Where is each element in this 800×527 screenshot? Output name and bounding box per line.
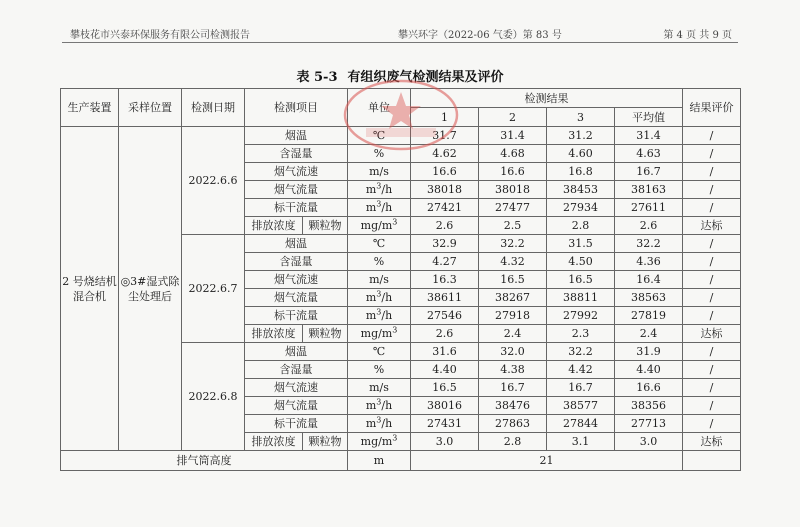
unit-cell: %: [348, 361, 411, 379]
run-2-value: 27918: [479, 307, 547, 325]
average-value: 4.63: [615, 145, 683, 163]
stack-height-value: 21: [411, 451, 683, 471]
evaluation-cell: /: [683, 181, 741, 199]
table-title: [0, 66, 800, 85]
average-value: 38163: [615, 181, 683, 199]
run-1-value: 31.7: [411, 127, 479, 145]
item-cell: 烟温: [245, 235, 348, 253]
col-header-run-3: 3: [547, 108, 615, 127]
run-2-value: 4.38: [479, 361, 547, 379]
unit-base: m: [365, 417, 377, 430]
evaluation-cell: /: [683, 127, 741, 145]
average-value: 27819: [615, 307, 683, 325]
run-1-value: 16.5: [411, 379, 479, 397]
average-value: 31.4: [615, 127, 683, 145]
unit-superscript: 3: [392, 325, 398, 335]
run-1-value: 3.0: [411, 433, 479, 451]
run-3-value: 2.3: [547, 325, 615, 343]
item-cell: 含湿量: [245, 361, 348, 379]
run-3-value: 32.2: [547, 343, 615, 361]
unit-superscript: 3: [392, 217, 398, 227]
run-2-value: 4.68: [479, 145, 547, 163]
run-3-value: 3.1: [547, 433, 615, 451]
unit-cell: [348, 415, 411, 433]
emission-label-cell: 排放浓度: [245, 217, 303, 235]
run-3-value: 16.5: [547, 271, 615, 289]
run-1-value: 16.3: [411, 271, 479, 289]
run-2-value: 32.2: [479, 235, 547, 253]
evaluation-cell: /: [683, 271, 741, 289]
run-2-value: 38267: [479, 289, 547, 307]
emission-label-cell: 排放浓度: [245, 433, 303, 451]
average-value: 4.40: [615, 361, 683, 379]
run-3-value: 31.2: [547, 127, 615, 145]
unit-base: m: [365, 309, 377, 322]
average-value: 31.9: [615, 343, 683, 361]
evaluation-cell: /: [683, 253, 741, 271]
col-header-unit-measure: 单位: [348, 89, 411, 127]
header-divider: [62, 42, 738, 43]
item-cell: 烟气流量: [245, 181, 348, 199]
unit-tail: /h: [381, 309, 393, 322]
emission-label-cell: 排放浓度: [245, 325, 303, 343]
table-number: 表 5-3: [296, 70, 338, 85]
run-2-value: 32.0: [479, 343, 547, 361]
unit-tail: /h: [381, 183, 393, 196]
evaluation-cell: /: [683, 145, 741, 163]
run-1-value: 16.6: [411, 163, 479, 181]
unit-cell: %: [348, 145, 411, 163]
report-header-company: 攀枝花市兴泰环保服务有限公司检测报告: [70, 30, 250, 41]
unit-base: m: [365, 291, 377, 304]
run-1-value: 4.27: [411, 253, 479, 271]
production-unit-cell: 2 号烧结机混合机: [61, 127, 119, 451]
run-1-value: 4.40: [411, 361, 479, 379]
run-3-value: 4.42: [547, 361, 615, 379]
unit-superscript: 3: [392, 433, 398, 443]
run-2-value: 16.6: [479, 163, 547, 181]
unit-cell: [348, 217, 411, 235]
run-3-value: 27992: [547, 307, 615, 325]
run-1-value: 38611: [411, 289, 479, 307]
unit-base: mg/m: [360, 219, 393, 232]
evaluation-cell: /: [683, 361, 741, 379]
run-3-value: 16.8: [547, 163, 615, 181]
run-1-value: 27431: [411, 415, 479, 433]
stack-height-eval: [683, 451, 741, 471]
unit-base: m: [365, 183, 377, 196]
col-header-item: 检测项目: [245, 89, 348, 127]
unit-base: mg/m: [360, 435, 393, 448]
unit-superscript: 3: [376, 307, 382, 317]
average-value: 2.4: [615, 325, 683, 343]
run-1-value: 31.6: [411, 343, 479, 361]
col-header-eval: 结果评价: [683, 89, 741, 127]
item-cell: 烟气流量: [245, 289, 348, 307]
stack-height-unit: m: [348, 451, 411, 471]
run-1-value: 2.6: [411, 325, 479, 343]
average-value: 32.2: [615, 235, 683, 253]
unit-cell: ℃: [348, 127, 411, 145]
test-date-cell: 2022.6.6: [182, 127, 245, 235]
table-caption: 有组织废气检测结果及评价: [347, 70, 504, 85]
table-body: [61, 127, 741, 471]
test-date-cell: 2022.6.8: [182, 343, 245, 451]
evaluation-cell: 达标: [683, 217, 741, 235]
average-value: 16.4: [615, 271, 683, 289]
sampling-location-cell: ◎3#湿式除尘处理后: [119, 127, 182, 451]
unit-cell: [348, 433, 411, 451]
item-cell: 含湿量: [245, 145, 348, 163]
unit-base: m: [365, 399, 377, 412]
run-3-value: 27934: [547, 199, 615, 217]
unit-cell: %: [348, 253, 411, 271]
unit-cell: m/s: [348, 271, 411, 289]
run-3-value: 27844: [547, 415, 615, 433]
evaluation-cell: /: [683, 397, 741, 415]
run-2-value: 2.4: [479, 325, 547, 343]
unit-base: mg/m: [360, 327, 393, 340]
item-cell: 烟气流速: [245, 163, 348, 181]
item-cell: 颗粒物: [303, 325, 348, 343]
unit-tail: /h: [381, 399, 393, 412]
evaluation-cell: /: [683, 343, 741, 361]
average-value: 3.0: [615, 433, 683, 451]
run-2-value: 2.8: [479, 433, 547, 451]
table-row: [61, 127, 741, 145]
run-3-value: 2.8: [547, 217, 615, 235]
average-value: 16.6: [615, 379, 683, 397]
item-cell: 烟温: [245, 343, 348, 361]
item-cell: 烟气流速: [245, 271, 348, 289]
run-3-value: 38577: [547, 397, 615, 415]
run-2-value: 16.5: [479, 271, 547, 289]
col-header-location: 采样位置: [119, 89, 182, 127]
unit-cell: ℃: [348, 235, 411, 253]
run-2-value: 27863: [479, 415, 547, 433]
run-3-value: 16.7: [547, 379, 615, 397]
col-header-run-1: 1: [411, 108, 479, 127]
evaluation-cell: 达标: [683, 433, 741, 451]
run-1-value: 2.6: [411, 217, 479, 235]
stack-height-label: 排气筒高度: [61, 451, 348, 471]
run-1-value: 27546: [411, 307, 479, 325]
evaluation-cell: /: [683, 235, 741, 253]
run-2-value: 2.5: [479, 217, 547, 235]
unit-cell: [348, 397, 411, 415]
item-cell: 烟温: [245, 127, 348, 145]
average-value: 38563: [615, 289, 683, 307]
item-cell: 烟气流量: [245, 397, 348, 415]
evaluation-cell: 达标: [683, 325, 741, 343]
unit-cell: [348, 325, 411, 343]
run-1-value: 32.9: [411, 235, 479, 253]
col-header-unit: 生产装置: [61, 89, 119, 127]
run-2-value: 16.7: [479, 379, 547, 397]
evaluation-cell: /: [683, 199, 741, 217]
unit-superscript: 3: [376, 415, 382, 425]
unit-base: m: [365, 201, 377, 214]
unit-tail: /h: [381, 291, 393, 304]
run-1-value: 4.62: [411, 145, 479, 163]
evaluation-cell: /: [683, 415, 741, 433]
item-cell: 标干流量: [245, 415, 348, 433]
average-value: 27713: [615, 415, 683, 433]
run-3-value: 4.50: [547, 253, 615, 271]
run-1-value: 38016: [411, 397, 479, 415]
run-2-value: 27477: [479, 199, 547, 217]
average-value: 38356: [615, 397, 683, 415]
evaluation-cell: /: [683, 163, 741, 181]
test-date-cell: 2022.6.7: [182, 235, 245, 343]
stack-height-row: [61, 451, 741, 471]
unit-superscript: 3: [376, 289, 382, 299]
unit-cell: [348, 181, 411, 199]
run-3-value: 38811: [547, 289, 615, 307]
evaluation-cell: /: [683, 379, 741, 397]
evaluation-cell: /: [683, 307, 741, 325]
unit-superscript: 3: [376, 397, 382, 407]
average-value: 16.7: [615, 163, 683, 181]
run-3-value: 38453: [547, 181, 615, 199]
run-3-value: 31.5: [547, 235, 615, 253]
report-header-page: 第 4 页 共 9 页: [663, 30, 732, 41]
average-value: 27611: [615, 199, 683, 217]
evaluation-cell: /: [683, 289, 741, 307]
run-1-value: 27421: [411, 199, 479, 217]
run-2-value: 38476: [479, 397, 547, 415]
item-cell: 标干流量: [245, 199, 348, 217]
report-header-number: 攀兴环字（2022-06 气委）第 83 号: [398, 30, 562, 41]
col-header-run-2: 2: [479, 108, 547, 127]
item-cell: 颗粒物: [303, 217, 348, 235]
run-1-value: 38018: [411, 181, 479, 199]
run-2-value: 4.32: [479, 253, 547, 271]
unit-cell: [348, 289, 411, 307]
unit-cell: [348, 307, 411, 325]
col-header-results: 检测结果: [411, 89, 683, 108]
unit-cell: [348, 199, 411, 217]
average-value: 4.36: [615, 253, 683, 271]
unit-cell: ℃: [348, 343, 411, 361]
item-cell: 烟气流速: [245, 379, 348, 397]
emission-results-table: [60, 88, 741, 471]
item-cell: 标干流量: [245, 307, 348, 325]
average-value: 2.6: [615, 217, 683, 235]
unit-superscript: 3: [376, 181, 382, 191]
unit-superscript: 3: [376, 199, 382, 209]
item-cell: 含湿量: [245, 253, 348, 271]
run-3-value: 4.60: [547, 145, 615, 163]
col-header-date: 检测日期: [182, 89, 245, 127]
unit-tail: /h: [381, 201, 393, 214]
col-header-average: 平均值: [615, 108, 683, 127]
run-2-value: 38018: [479, 181, 547, 199]
run-2-value: 31.4: [479, 127, 547, 145]
unit-tail: /h: [381, 417, 393, 430]
item-cell: 颗粒物: [303, 433, 348, 451]
unit-cell: m/s: [348, 163, 411, 181]
unit-cell: m/s: [348, 379, 411, 397]
